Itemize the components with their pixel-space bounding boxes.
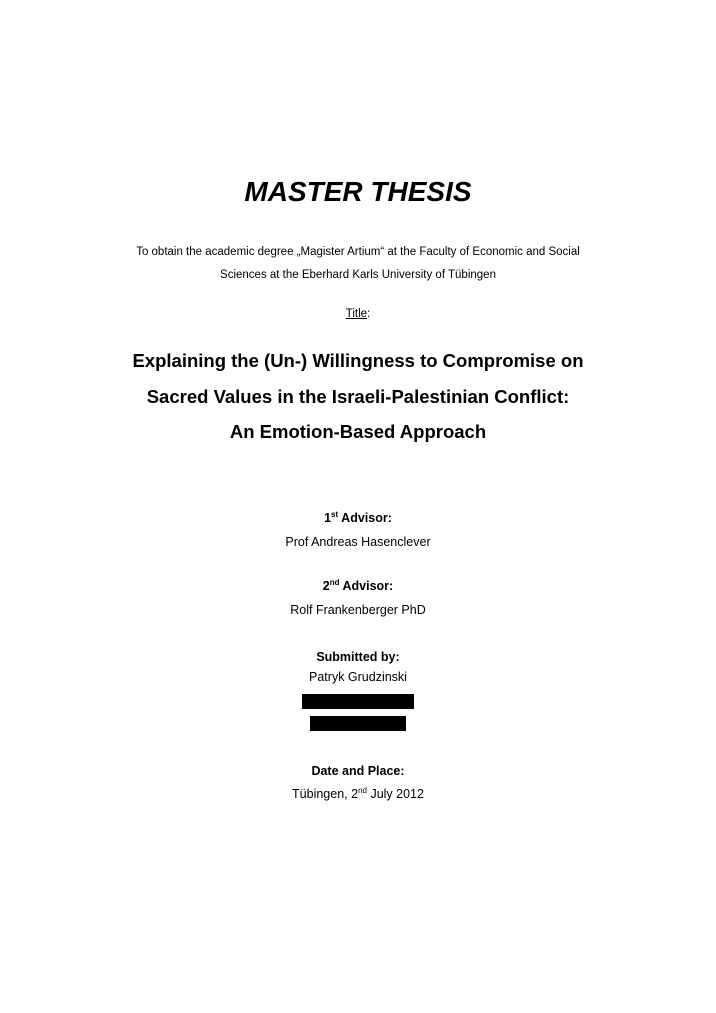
date-place-value: [0, 785, 716, 803]
date-place-ordinal-suffix: nd: [358, 786, 367, 795]
first-advisor-name: Prof Andreas Hasenclever: [285, 535, 431, 549]
second-advisor-ordinal-suffix: nd: [329, 578, 340, 587]
degree-statement: [0, 241, 716, 287]
redaction-bar-1: [302, 694, 414, 709]
second-advisor-label: [0, 577, 716, 595]
first-advisor-label: [0, 509, 716, 527]
thesis-title: [0, 343, 716, 450]
title-label-colon: :: [367, 308, 371, 320]
degree-statement-line-2: Sciences at the Eberhard Karls University of Tübingen: [220, 269, 496, 281]
thesis-title-line-1: Explaining the (Un-) Willingness to Compromise on: [132, 350, 584, 371]
date-place-suffix: July 2012: [366, 787, 424, 801]
title-label: [0, 305, 716, 323]
degree-statement-line-1: To obtain the academic degree „Magister Artium“ at the Faculty of Economic and Social: [136, 246, 580, 258]
redaction-bar-2: [310, 716, 406, 731]
document-heading: MASTER THESIS: [244, 176, 472, 207]
first-advisor-ordinal-number: 1: [324, 511, 332, 525]
submitted-by-label: Submitted by:: [316, 650, 400, 664]
thesis-title-line-3: An Emotion-Based Approach: [229, 421, 487, 442]
title-label-text: Title: [345, 308, 368, 320]
second-advisor-ordinal-number: 2: [322, 579, 330, 593]
first-advisor-ordinal-suffix: st: [331, 510, 339, 519]
second-advisor-name: Rolf Frankenberger PhD: [290, 603, 426, 617]
date-place-prefix: Tübingen, 2: [292, 787, 359, 801]
first-advisor-label-text: Advisor:: [338, 511, 392, 525]
date-place-label: Date and Place:: [311, 764, 405, 778]
thesis-title-line-2: Sacred Values in the Israeli-Palestinian Conflict:: [146, 385, 570, 407]
second-advisor-label-text: Advisor:: [339, 579, 394, 593]
author-name: Patryk Grudzinski: [309, 670, 407, 684]
